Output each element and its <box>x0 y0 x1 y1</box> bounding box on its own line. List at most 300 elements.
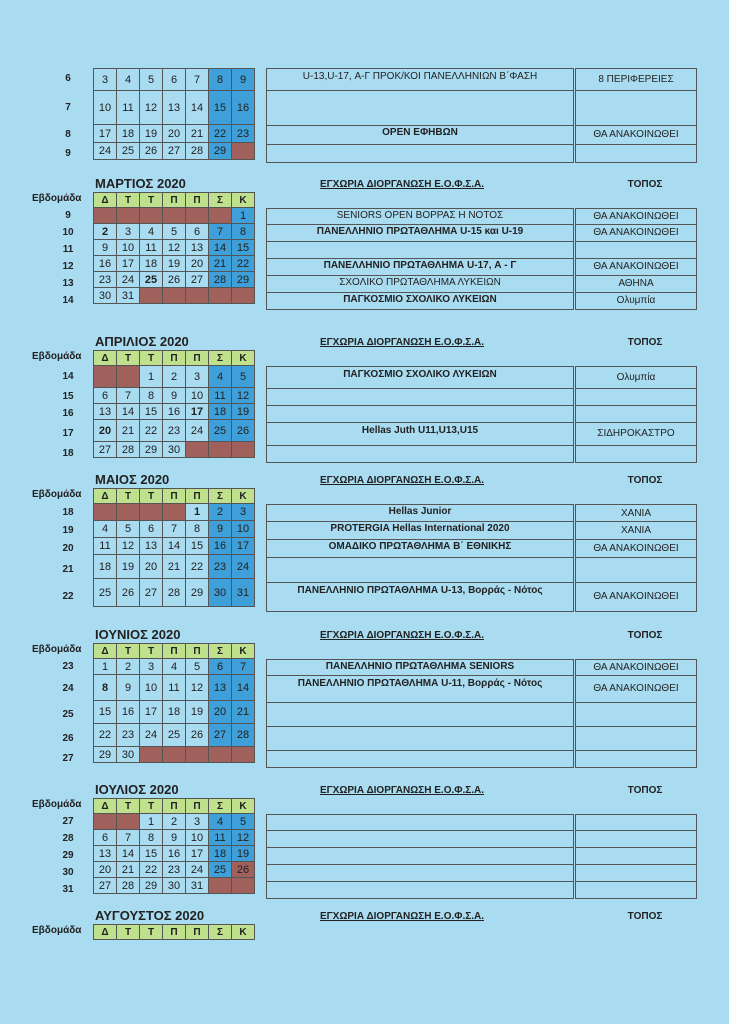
day-cell: 5 <box>232 814 255 830</box>
day-cell: 31 <box>232 579 255 607</box>
day-cell: 5 <box>232 366 255 388</box>
place-cell: ΧΑΝΙΑ <box>575 504 697 522</box>
place-header: ΤΟΠΟΣ <box>627 179 663 190</box>
org-header: ΕΓΧΩΡΙΑ ΔΙΟΡΓΑΝΩΣΗ Ε.Ο.Φ.Σ.Α. <box>320 179 485 190</box>
day-cell <box>232 143 255 160</box>
day-cell: 1 <box>186 504 209 521</box>
day-cell: 6 <box>186 224 209 240</box>
calendar-grid <box>93 192 255 304</box>
place-cell <box>575 242 697 259</box>
day-header: Π <box>186 489 209 504</box>
place-cell <box>575 389 697 406</box>
event-cell: U-13,U-17, Α-Γ ΠΡΟΚ/ΚΟΙ ΠΑΝΕΛΛΗΝΙΩΝ Β΄ΦΑΣΗ <box>266 68 574 91</box>
day-cell: 31 <box>186 878 209 894</box>
day-cell: 30 <box>117 747 140 763</box>
day-cell: 19 <box>232 404 255 420</box>
day-cell: 6 <box>163 69 186 91</box>
place-cell: ΘΑ ΑΝΑΚΟΙΝΩΘΕΙ <box>575 659 697 676</box>
day-cell: 12 <box>186 675 209 701</box>
week-number: 23 <box>62 661 74 672</box>
day-cell: 21 <box>186 125 209 143</box>
week-label: Εβδομάδα <box>32 351 82 362</box>
day-cell <box>163 747 186 763</box>
day-cell: 22 <box>232 256 255 272</box>
day-header: Τ <box>117 193 140 208</box>
day-cell <box>186 442 209 458</box>
day-header: Τ <box>140 193 163 208</box>
day-cell: 28 <box>186 143 209 160</box>
calendar-grid <box>93 68 255 160</box>
week-number: 29 <box>62 850 74 861</box>
day-cell: 15 <box>140 846 163 862</box>
place-cell: ΘΑ ΑΝΑΚΟΙΝΩΘΕΙ <box>575 225 697 242</box>
day-cell: 26 <box>232 862 255 878</box>
org-header: ΕΓΧΩΡΙΑ ΔΙΟΡΓΑΝΩΣΗ Ε.Ο.Φ.Σ.Α. <box>320 630 485 641</box>
day-cell: 7 <box>117 830 140 846</box>
week-number: 26 <box>62 732 74 744</box>
week-number: 14 <box>62 295 74 306</box>
week-number: 11 <box>62 244 74 255</box>
week-number: 6 <box>65 73 71 84</box>
day-cell: 18 <box>117 125 140 143</box>
day-cell: 1 <box>140 366 163 388</box>
day-cell <box>140 208 163 224</box>
day-header: Τ <box>117 489 140 504</box>
day-cell: 26 <box>140 143 163 160</box>
day-cell: 24 <box>117 272 140 288</box>
event-cell: ΣΧΟΛΙΚΟ ΠΡΩΤΑΘΛΗΜΑ ΛΥΚΕΙΩΝ <box>266 276 574 293</box>
day-header: Τ <box>140 351 163 366</box>
day-cell: 25 <box>94 579 117 607</box>
day-cell: 11 <box>117 91 140 125</box>
day-cell: 7 <box>232 659 255 675</box>
month-title: ΜΑΙΟΣ 2020 <box>95 472 170 487</box>
week-number: 27 <box>62 816 74 827</box>
place-cell: ΑΘΗΝΑ <box>575 276 697 293</box>
day-cell: 7 <box>209 224 232 240</box>
place-cell: Ολυμπία <box>575 293 697 310</box>
day-cell: 21 <box>232 701 255 724</box>
day-cell: 27 <box>163 143 186 160</box>
day-cell: 20 <box>163 125 186 143</box>
day-cell: 23 <box>163 862 186 878</box>
event-cell <box>266 751 574 768</box>
day-cell: 3 <box>186 366 209 388</box>
day-cell: 4 <box>209 814 232 830</box>
day-cell: 13 <box>94 846 117 862</box>
day-cell <box>117 814 140 830</box>
day-cell <box>140 288 163 304</box>
month-title: ΙΟΥΛΙΟΣ 2020 <box>95 782 179 797</box>
day-cell: 8 <box>140 830 163 846</box>
event-cell: ΠΑΓΚΟΣΜΙΟ ΣΧΟΛΙΚΟ ΛΥΚΕΙΩΝ <box>266 293 574 310</box>
event-cell: OPEN ΕΦΗΒΩΝ <box>266 126 574 145</box>
week-number: 18 <box>62 506 74 518</box>
day-cell: 4 <box>163 659 186 675</box>
calendar-grid <box>93 350 255 458</box>
day-header: Π <box>186 925 209 940</box>
day-cell: 24 <box>186 862 209 878</box>
day-cell: 21 <box>117 862 140 878</box>
place-header: ΤΟΠΟΣ <box>627 785 663 796</box>
day-cell: 19 <box>186 701 209 724</box>
day-cell: 8 <box>232 224 255 240</box>
day-cell: 2 <box>117 659 140 675</box>
day-cell: 22 <box>94 724 117 747</box>
day-cell: 3 <box>94 69 117 91</box>
place-cell: ΘΑ ΑΝΑΚΟΙΝΩΘΕΙ <box>575 583 697 612</box>
day-header: Τ <box>140 644 163 659</box>
event-cell <box>266 145 574 163</box>
event-cell: ΠΑΝΕΛΛΗΝΙΟ ΠΡΩΤΑΘΛΗΜΑ U-17, Α - Γ <box>266 259 574 276</box>
week-number: 20 <box>62 542 74 554</box>
day-cell: 21 <box>209 256 232 272</box>
place-header: ΤΟΠΟΣ <box>627 475 663 486</box>
day-cell: 18 <box>140 256 163 272</box>
place-cell <box>575 848 697 865</box>
day-cell: 30 <box>163 442 186 458</box>
event-cell <box>266 406 574 423</box>
day-cell: 6 <box>94 830 117 846</box>
day-cell: 19 <box>232 846 255 862</box>
place-cell <box>575 406 697 423</box>
day-cell: 17 <box>186 404 209 420</box>
day-cell <box>209 442 232 458</box>
day-cell: 17 <box>117 256 140 272</box>
day-cell: 22 <box>209 125 232 143</box>
day-cell: 29 <box>209 143 232 160</box>
week-number: 19 <box>62 524 74 536</box>
day-cell: 24 <box>94 143 117 160</box>
month-title: ΑΠΡΙΛΙΟΣ 2020 <box>95 334 189 349</box>
day-cell: 7 <box>117 388 140 404</box>
day-cell <box>232 878 255 894</box>
event-cell: PROTERGIA Hellas International 2020 <box>266 522 574 540</box>
day-cell: 4 <box>94 521 117 538</box>
day-cell: 28 <box>232 724 255 747</box>
event-cell: ΠΑΝΕΛΛΗΝΙΟ ΠΡΩΤΑΘΛΗΜΑ U-11, Βορράς - Νότος <box>266 676 574 703</box>
day-cell: 12 <box>163 240 186 256</box>
day-cell: 3 <box>186 814 209 830</box>
day-cell: 22 <box>186 555 209 579</box>
day-cell <box>117 504 140 521</box>
place-cell <box>575 703 697 727</box>
day-header: Τ <box>117 925 140 940</box>
event-cell <box>266 446 574 463</box>
day-cell: 3 <box>232 504 255 521</box>
place-cell <box>575 882 697 899</box>
day-cell: 18 <box>94 555 117 579</box>
day-cell: 20 <box>140 555 163 579</box>
day-cell: 13 <box>186 240 209 256</box>
day-cell: 9 <box>209 521 232 538</box>
week-number: 15 <box>62 391 74 402</box>
day-header: Π <box>186 351 209 366</box>
day-cell <box>209 208 232 224</box>
event-cell: SENIORS OPEN ΒΟΡΡΑΣ Η ΝΟΤΟΣ <box>266 208 574 225</box>
week-number: 30 <box>62 867 74 878</box>
week-number: 21 <box>62 564 74 575</box>
week-number: 27 <box>62 753 74 764</box>
day-header: Π <box>163 925 186 940</box>
day-cell: 4 <box>117 69 140 91</box>
day-cell <box>186 208 209 224</box>
day-cell: 17 <box>140 701 163 724</box>
day-cell: 23 <box>209 555 232 579</box>
day-cell: 15 <box>232 240 255 256</box>
week-number: 10 <box>62 227 74 238</box>
day-cell: 30 <box>209 579 232 607</box>
place-cell <box>575 831 697 848</box>
day-cell: 20 <box>209 701 232 724</box>
day-cell: 29 <box>186 579 209 607</box>
day-cell: 14 <box>209 240 232 256</box>
week-label: Εβδομάδα <box>32 799 82 810</box>
week-number: 25 <box>62 708 74 720</box>
day-header: Τ <box>117 644 140 659</box>
day-cell: 5 <box>117 521 140 538</box>
day-cell: 9 <box>163 388 186 404</box>
place-cell: ΧΑΝΙΑ <box>575 522 697 540</box>
place-header: ΤΟΠΟΣ <box>627 911 663 922</box>
day-cell <box>186 747 209 763</box>
day-cell: 10 <box>186 830 209 846</box>
day-cell: 16 <box>209 538 232 555</box>
day-header: Τ <box>117 351 140 366</box>
day-cell: 14 <box>232 675 255 701</box>
place-cell <box>575 865 697 882</box>
day-cell <box>232 288 255 304</box>
place-cell: ΘΑ ΑΝΑΚΟΙΝΩΘΕΙ <box>575 208 697 225</box>
event-cell <box>266 389 574 406</box>
day-cell <box>209 878 232 894</box>
day-cell: 10 <box>117 240 140 256</box>
day-cell <box>209 288 232 304</box>
day-cell: 1 <box>232 208 255 224</box>
week-number: 16 <box>62 408 74 419</box>
day-cell: 24 <box>232 555 255 579</box>
day-cell: 29 <box>94 747 117 763</box>
day-cell <box>232 747 255 763</box>
day-cell: 18 <box>163 701 186 724</box>
day-header: Σ <box>209 351 232 366</box>
day-header: Π <box>163 644 186 659</box>
day-cell: 13 <box>94 404 117 420</box>
org-header: ΕΓΧΩΡΙΑ ΔΙΟΡΓΑΝΩΣΗ Ε.Ο.Φ.Σ.Α. <box>320 785 485 796</box>
day-cell <box>117 208 140 224</box>
day-cell <box>94 208 117 224</box>
org-header: ΕΓΧΩΡΙΑ ΔΙΟΡΓΑΝΩΣΗ Ε.Ο.Φ.Σ.Α. <box>320 337 485 348</box>
day-cell: 16 <box>232 91 255 125</box>
day-cell: 12 <box>117 538 140 555</box>
day-cell: 23 <box>94 272 117 288</box>
day-cell: 5 <box>140 69 163 91</box>
day-cell <box>163 504 186 521</box>
place-cell: ΘΑ ΑΝΑΚΟΙΝΩΘΕΙ <box>575 126 697 145</box>
week-label: Εβδομάδα <box>32 489 82 500</box>
place-cell <box>575 91 697 126</box>
place-cell <box>575 727 697 751</box>
day-cell <box>94 504 117 521</box>
place-header: ΤΟΠΟΣ <box>627 630 663 641</box>
day-cell: 3 <box>140 659 163 675</box>
place-cell <box>575 751 697 768</box>
day-cell: 23 <box>117 724 140 747</box>
day-header: Τ <box>140 489 163 504</box>
day-cell: 24 <box>140 724 163 747</box>
week-number: 28 <box>62 833 74 844</box>
day-cell: 8 <box>209 69 232 91</box>
day-cell: 10 <box>232 521 255 538</box>
day-cell: 20 <box>94 862 117 878</box>
place-cell <box>575 558 697 583</box>
org-header: ΕΓΧΩΡΙΑ ΔΙΟΡΓΑΝΩΣΗ Ε.Ο.Φ.Σ.Α. <box>320 475 485 486</box>
place-cell <box>575 446 697 463</box>
day-cell: 11 <box>140 240 163 256</box>
month-title: ΑΥΓΟΥΣΤΟΣ 2020 <box>95 908 205 923</box>
day-cell: 7 <box>163 521 186 538</box>
day-cell: 13 <box>163 91 186 125</box>
day-cell: 15 <box>94 701 117 724</box>
day-cell <box>163 288 186 304</box>
day-cell: 15 <box>209 91 232 125</box>
event-cell <box>266 703 574 727</box>
day-cell: 2 <box>163 366 186 388</box>
day-cell: 14 <box>163 538 186 555</box>
day-cell: 29 <box>140 442 163 458</box>
day-cell <box>117 366 140 388</box>
day-cell: 18 <box>209 404 232 420</box>
day-cell: 23 <box>163 420 186 442</box>
day-cell: 7 <box>186 69 209 91</box>
place-cell: ΣΙΔΗΡΟΚΑΣΤΡΟ <box>575 423 697 446</box>
day-cell: 10 <box>186 388 209 404</box>
month-title: ΜΑΡΤΙΟΣ 2020 <box>95 176 186 191</box>
day-cell: 22 <box>140 862 163 878</box>
day-cell: 2 <box>94 224 117 240</box>
day-cell <box>140 504 163 521</box>
day-cell: 29 <box>232 272 255 288</box>
event-cell: ΠΑΝΕΛΛΗΝΙΟ ΠΡΩΤΑΘΛΗΜΑ U-13, Βορράς - Νότος <box>266 583 574 612</box>
day-cell: 10 <box>94 91 117 125</box>
day-header: Σ <box>209 489 232 504</box>
day-cell: 9 <box>232 69 255 91</box>
day-cell: 20 <box>186 256 209 272</box>
day-header: Σ <box>209 644 232 659</box>
week-label: Εβδομάδα <box>32 644 82 655</box>
day-cell: 14 <box>186 91 209 125</box>
day-header: Κ <box>232 351 255 366</box>
day-cell: 2 <box>163 814 186 830</box>
day-cell: 12 <box>232 388 255 404</box>
week-number: 22 <box>62 591 74 602</box>
day-cell: 20 <box>94 420 117 442</box>
day-cell: 14 <box>117 846 140 862</box>
day-header: Κ <box>232 193 255 208</box>
org-header: ΕΓΧΩΡΙΑ ΔΙΟΡΓΑΝΩΣΗ Ε.Ο.Φ.Σ.Α. <box>320 911 485 922</box>
week-number: 9 <box>65 210 71 221</box>
week-number: 8 <box>65 129 71 140</box>
event-cell <box>266 91 574 126</box>
event-cell: Hellas Juth U11,U13,U15 <box>266 423 574 446</box>
day-cell: 27 <box>209 724 232 747</box>
day-cell: 12 <box>232 830 255 846</box>
day-header: Π <box>186 644 209 659</box>
day-cell: 4 <box>209 366 232 388</box>
day-cell: 6 <box>94 388 117 404</box>
day-cell: 14 <box>117 404 140 420</box>
place-cell: ΘΑ ΑΝΑΚΟΙΝΩΘΕΙ <box>575 676 697 703</box>
week-number: 24 <box>62 683 74 694</box>
day-cell: 27 <box>186 272 209 288</box>
week-number: 12 <box>62 261 74 272</box>
day-header: Π <box>163 351 186 366</box>
day-cell: 11 <box>94 538 117 555</box>
event-cell <box>266 848 574 865</box>
calendar-grid <box>93 924 255 940</box>
day-cell: 6 <box>209 659 232 675</box>
day-cell <box>140 747 163 763</box>
week-label: Εβδομάδα <box>32 925 82 936</box>
day-cell: 23 <box>232 125 255 143</box>
day-cell: 9 <box>94 240 117 256</box>
day-cell: 4 <box>140 224 163 240</box>
week-number: 14 <box>62 371 74 382</box>
event-cell <box>266 558 574 583</box>
day-cell: 1 <box>140 814 163 830</box>
week-number: 17 <box>62 428 74 439</box>
day-cell: 9 <box>117 675 140 701</box>
day-header: Κ <box>232 799 255 814</box>
place-header: ΤΟΠΟΣ <box>627 337 663 348</box>
day-cell: 2 <box>209 504 232 521</box>
day-cell: 28 <box>117 878 140 894</box>
day-cell: 26 <box>232 420 255 442</box>
day-cell: 26 <box>117 579 140 607</box>
day-cell: 12 <box>140 91 163 125</box>
day-cell: 28 <box>209 272 232 288</box>
day-cell: 25 <box>209 420 232 442</box>
place-cell: ΘΑ ΑΝΑΚΟΙΝΩΘΕΙ <box>575 540 697 558</box>
day-header: Π <box>163 489 186 504</box>
place-cell: 8 ΠΕΡΙΦΕΡΕΙΕΣ <box>575 68 697 91</box>
event-cell <box>266 242 574 259</box>
day-header: Κ <box>232 644 255 659</box>
day-cell: 25 <box>209 862 232 878</box>
day-cell: 22 <box>140 420 163 442</box>
day-cell: 11 <box>209 830 232 846</box>
day-cell: 19 <box>163 256 186 272</box>
event-cell: ΠΑΓΚΟΣΜΙΟ ΣΧΟΛΙΚΟ ΛΥΚΕΙΩΝ <box>266 366 574 389</box>
day-header: Π <box>186 193 209 208</box>
day-cell: 25 <box>140 272 163 288</box>
day-header: Π <box>163 799 186 814</box>
event-cell: ΟΜΑΔΙΚΟ ΠΡΩΤΑΘΛΗΜΑ Β΄ ΕΘΝΙΚΗΣ <box>266 540 574 558</box>
day-cell: 15 <box>140 404 163 420</box>
day-cell: 29 <box>140 878 163 894</box>
day-cell <box>163 208 186 224</box>
week-number: 31 <box>62 884 74 895</box>
day-cell: 25 <box>163 724 186 747</box>
day-cell: 17 <box>94 125 117 143</box>
day-cell: 26 <box>186 724 209 747</box>
day-cell: 28 <box>163 579 186 607</box>
day-cell: 10 <box>140 675 163 701</box>
week-number: 13 <box>62 278 74 289</box>
day-cell: 17 <box>232 538 255 555</box>
place-cell: Ολυμπία <box>575 366 697 389</box>
day-cell <box>209 747 232 763</box>
